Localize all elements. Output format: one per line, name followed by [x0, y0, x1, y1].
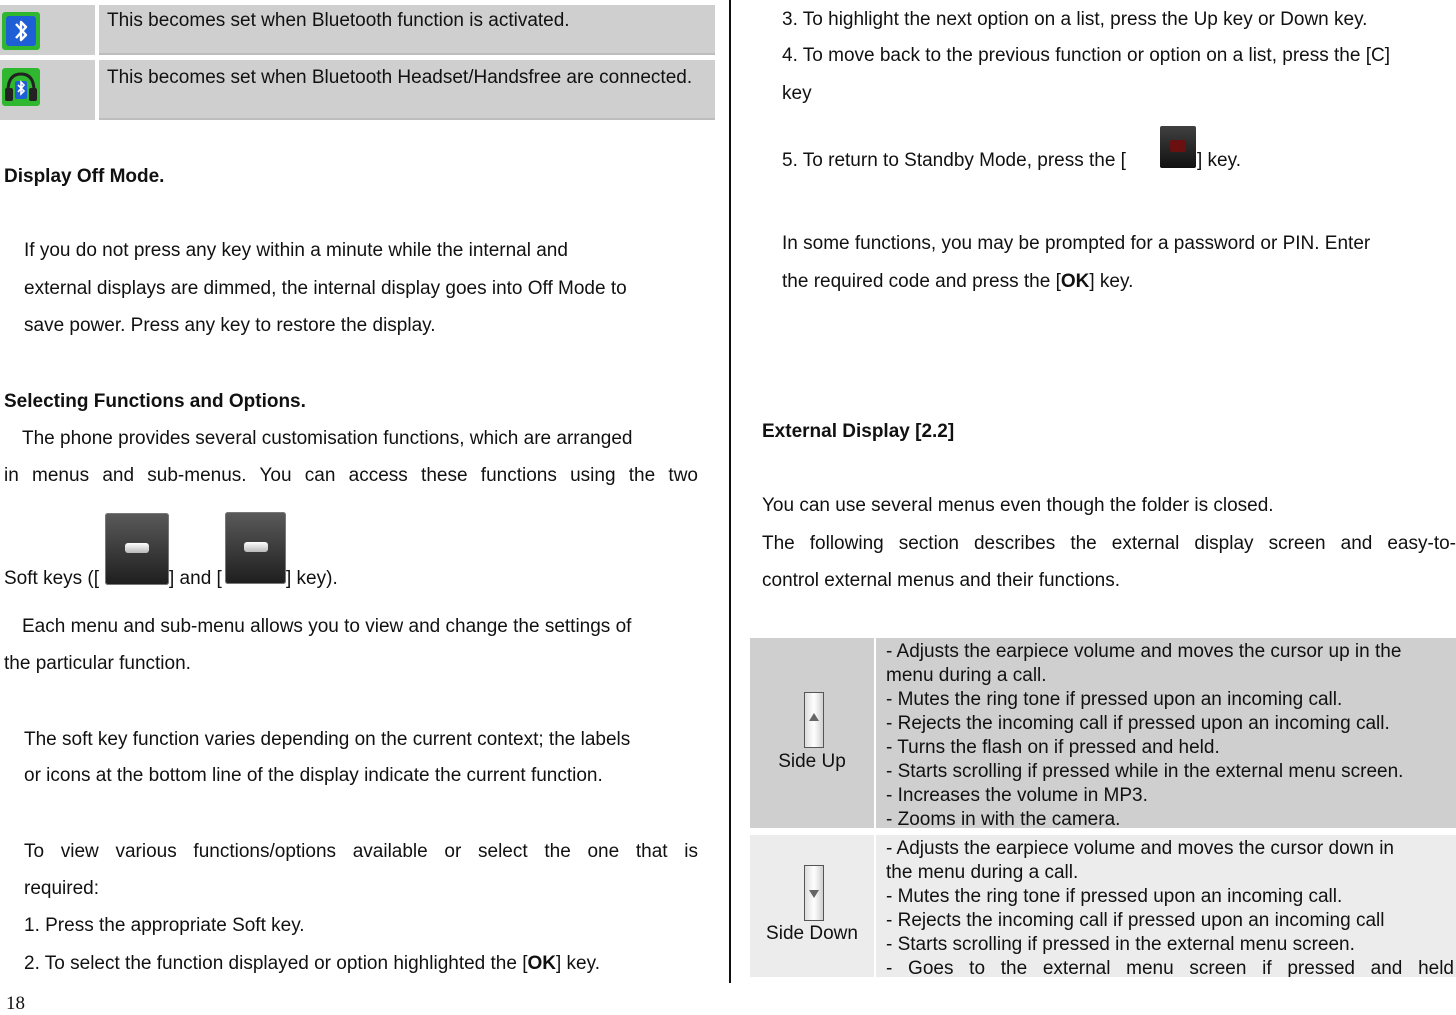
selecting-heading: Selecting Functions and Options.	[4, 391, 306, 412]
side-up-line: - Mutes the ring tone if pressed upon an incoming call.	[886, 689, 1343, 710]
side-up-line: - Turns the flash on if pressed and held.	[886, 737, 1220, 758]
softkeys-text-a: Soft keys ([	[4, 568, 100, 589]
icon-cell-bluetooth	[0, 5, 95, 55]
selecting-p2-line1: Each menu and sub-menu allows you to view and change the settings of	[22, 616, 632, 637]
end-key-icon	[1160, 126, 1196, 168]
side-down-button-icon	[804, 865, 824, 921]
step-4-line1: 4. To move back to the previous function or option on a list, press the [C]	[782, 45, 1390, 66]
display-off-text-2: external displays are dimmed, the internal display goes into Off Mode to	[24, 278, 627, 299]
side-down-line: - Adjusts the earpiece volume and moves the cursor down in	[886, 838, 1394, 859]
bluetooth-headset-icon	[1, 67, 41, 107]
display-off-text-1: If you do not press any key within a minute while the internal and	[24, 240, 568, 261]
selecting-p4-line1: To view various functions/options available or select the one that is	[24, 841, 698, 862]
external-line3: control external menus and their functions.	[762, 570, 1121, 591]
pin-line1: In some functions, you may be prompted for a password or PIN. Enter	[782, 233, 1371, 254]
side-up-description	[876, 638, 1456, 828]
icon-desc-headset: This becomes set when Bluetooth Headset/Handsfree are connected.	[99, 60, 715, 120]
side-up-line: - Increases the volume in MP3.	[886, 785, 1148, 806]
step-2	[24, 953, 600, 975]
icon-cell-headset	[0, 60, 95, 120]
side-down-line: - Mutes the ring tone if pressed upon an incoming call.	[886, 886, 1343, 907]
side-down-line: - Goes to the external menu screen if pressed and held	[886, 958, 1454, 977]
column-divider	[729, 0, 731, 983]
right-soft-key-icon	[225, 512, 286, 584]
side-down-line: - Rejects the incoming call if pressed upon an incoming call	[886, 910, 1385, 931]
side-down-description	[876, 835, 1456, 977]
selecting-p4-line2: required:	[24, 878, 99, 899]
step-2-ok: OK	[527, 953, 556, 974]
selecting-p1-line2: in menus and sub-menus. You can access these functions using the two	[4, 465, 698, 486]
side-up-line: - Starts scrolling if pressed while in the external menu screen.	[886, 761, 1404, 782]
side-down-line: - Starts scrolling if pressed in the external menu screen.	[886, 934, 1355, 955]
step-2-text-a: 2. To select the function displayed or option highlighted the [	[24, 953, 528, 974]
softkeys-text-b: ] and [	[169, 568, 222, 589]
side-down-line: the menu during a call.	[886, 862, 1079, 883]
side-down-label: Side Down	[766, 923, 858, 944]
side-up-line: menu during a call.	[886, 665, 1047, 686]
display-off-text-3: save power. Press any key to restore the display.	[24, 315, 436, 336]
external-display-heading: External Display [2.2]	[762, 421, 955, 442]
side-up-line: - Rejects the incoming call if pressed upon an incoming call.	[886, 713, 1390, 734]
icon-desc-bluetooth: This becomes set when Bluetooth function is activated.	[99, 5, 715, 55]
step-3: 3. To highlight the next option on a list, press the Up key or Down key.	[782, 9, 1368, 30]
step-1: 1. Press the appropriate Soft key.	[24, 915, 305, 936]
selecting-p1-line1: The phone provides several customisation functions, which are arranged	[22, 428, 633, 449]
selecting-p3-line2: or icons at the bottom line of the display indicate the current function.	[24, 765, 603, 786]
external-line2: The following section describes the external display screen and easy-to-	[762, 533, 1456, 554]
side-up-label: Side Up	[778, 751, 846, 772]
step-4-line2: key	[782, 83, 812, 104]
softkeys-line	[4, 568, 99, 590]
pin-ok: OK	[1060, 271, 1090, 292]
side-up-button-icon	[804, 692, 824, 748]
page-number: 18	[6, 993, 25, 1014]
selecting-p3-line1: The soft key function varies depending on the current context; the labels	[24, 729, 631, 750]
side-up-line: - Adjusts the earpiece volume and moves the cursor up in the	[886, 641, 1402, 662]
pin-text-b: ] key.	[1089, 271, 1134, 292]
external-line1: You can use several menus even though the folder is closed.	[762, 495, 1274, 516]
selecting-p2-line2: the particular function.	[4, 653, 191, 674]
pin-text-a: the required code and press the [	[782, 271, 1061, 292]
step-2-text-b: ] key.	[556, 953, 600, 974]
step-5-text-a: 5. To return to Standby Mode, press the [	[782, 150, 1126, 171]
softkeys-text-c: ] key).	[286, 568, 338, 589]
display-off-heading: Display Off Mode.	[4, 166, 165, 187]
left-soft-key-icon	[105, 513, 169, 585]
step-5-text-b: ] key.	[1197, 150, 1241, 171]
bluetooth-icon	[1, 11, 41, 51]
pin-line2	[782, 271, 1133, 293]
side-up-line: - Zooms in with the camera.	[886, 809, 1121, 828]
